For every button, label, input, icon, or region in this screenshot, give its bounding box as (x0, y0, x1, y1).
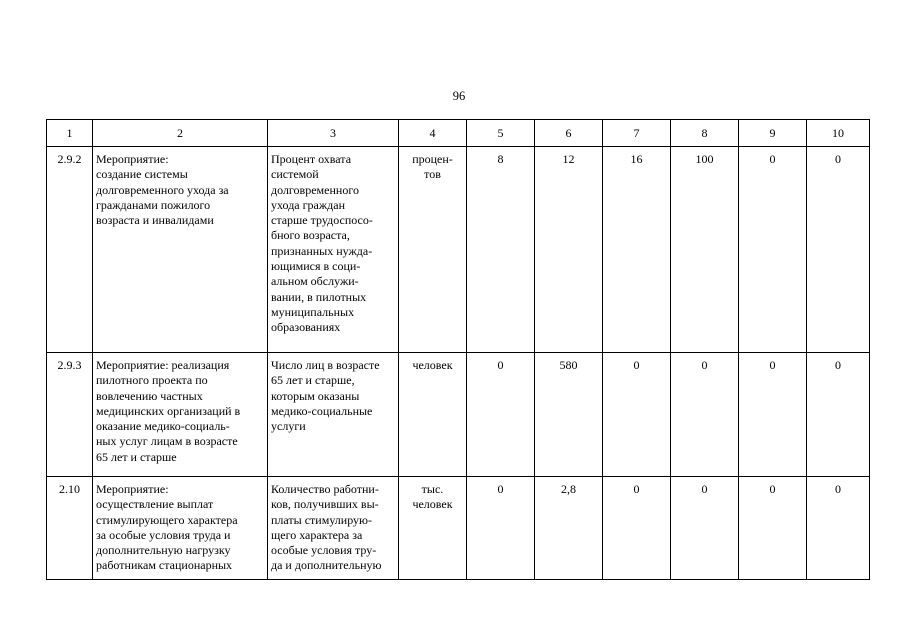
value-cell: 100 (671, 147, 739, 353)
value-cell: 0 (807, 353, 870, 477)
value-cell: 0 (807, 477, 870, 580)
row-code: 2.9.3 (47, 353, 93, 477)
event-cell: Мероприятие: реализация пилотного проекта по вовлечению частных медицинских организаций в оказание медико-социаль- ных услуг лицам в возрасте 65 лет и старше (93, 353, 268, 477)
value-cell: 16 (603, 147, 671, 353)
header-cell: 9 (739, 120, 807, 147)
indicator-cell: Процент охвата системой долговременного ухода граждан старше трудоспосо- бного возраста, признанных нужда- ющимися в соци- альном обслужи- вании, в пилотных муниципальных образованиях (268, 147, 399, 353)
value-cell: 0 (603, 353, 671, 477)
unit-cell: процен- тов (399, 147, 467, 353)
value-cell: 0 (467, 353, 535, 477)
table-header-row (47, 120, 870, 147)
header-cell: 10 (807, 120, 870, 147)
value-cell: 0 (603, 477, 671, 580)
value-cell: 0 (467, 477, 535, 580)
page-number: 96 (452, 89, 466, 103)
value-cell: 0 (739, 477, 807, 580)
header-cell: 4 (399, 120, 467, 147)
event-cell: Мероприятие: осуществление выплат стимулирующего характера за особые условия труда и дополнительную нагрузку работникам стационарных (93, 477, 268, 580)
header-cell: 5 (467, 120, 535, 147)
header-cell: 8 (671, 120, 739, 147)
indicator-cell: Количество работни- ков, получивших вы- платы стимулирую- щего характера за особые условия тру- да и дополнительную (268, 477, 399, 580)
measures-table (46, 119, 870, 580)
indicator-cell: Число лиц в возрасте 65 лет и старше, которым оказаны медико-социальные услуги (268, 353, 399, 477)
header-cell: 2 (93, 120, 268, 147)
table-row (47, 147, 870, 353)
row-code: 2.10 (47, 477, 93, 580)
header-cell: 1 (47, 120, 93, 147)
table-row (47, 353, 870, 477)
header-cell: 6 (535, 120, 603, 147)
table-row (47, 477, 870, 580)
unit-cell: человек (399, 353, 467, 477)
value-cell: 0 (671, 353, 739, 477)
value-cell: 580 (535, 353, 603, 477)
value-cell: 8 (467, 147, 535, 353)
value-cell: 2,8 (535, 477, 603, 580)
value-cell: 0 (739, 353, 807, 477)
event-cell: Мероприятие: создание системы долговременного ухода за гражданами пожилого возраста и инвалидами (93, 147, 268, 353)
unit-cell: тыс. человек (399, 477, 467, 580)
header-cell: 3 (268, 120, 399, 147)
value-cell: 0 (671, 477, 739, 580)
header-cell: 7 (603, 120, 671, 147)
value-cell: 0 (807, 147, 870, 353)
value-cell: 0 (739, 147, 807, 353)
row-code: 2.9.2 (47, 147, 93, 353)
value-cell: 12 (535, 147, 603, 353)
